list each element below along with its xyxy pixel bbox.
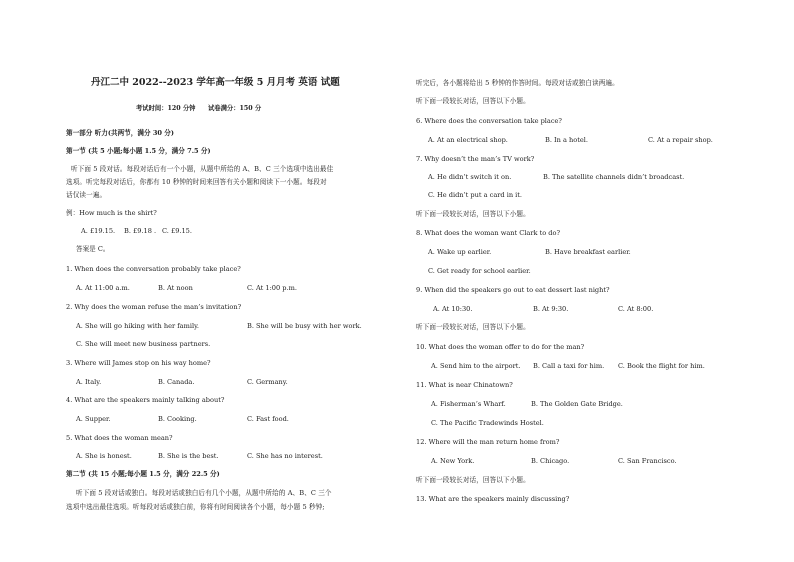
question-4: 4. What are the speakers mainly talking about? [66, 396, 225, 404]
listen-instruction-10-12: 听下面一段较长对话，回答以下小题。 [416, 323, 530, 331]
q9-option-a: A. At 10:30. [433, 305, 473, 313]
question-7: 7. Why doesn’t the man’s TV work? [416, 155, 535, 163]
q2-option-b: B. She will be busy with her work. [247, 322, 362, 330]
q3-option-b: B. Canada. [158, 378, 195, 386]
q1-option-a: A. At 11:00 a.m. [76, 284, 130, 292]
q6-option-b: B. In a hotel. [545, 136, 588, 144]
question-8: 8. What does the woman want Clark to do? [416, 229, 561, 237]
q5-option-b: B. She is the best. [158, 452, 219, 460]
question-13: 13. What are the speakers mainly discussing? [416, 495, 570, 503]
q11-option-a: A. Fisherman’s Wharf. [431, 400, 506, 408]
q10-option-c: C. Book the flight for him. [618, 362, 705, 370]
question-1: 1. When does the conversation probably take place? [66, 265, 241, 273]
question-10: 10. What does the woman offer to do for the man? [416, 343, 585, 351]
example-option-a: A. £19.15. [81, 227, 116, 235]
listen-instruction-13: 听下面一段较长对话，回答以下小题。 [416, 476, 530, 484]
q2-option-c: C. She will meet new business partners. [76, 340, 211, 348]
q12-option-a: A. New York. [431, 457, 475, 465]
exam-info: 考试时间：120 分钟 试卷满分：150 分 [136, 105, 262, 112]
q6-option-c: C. At a repair shop. [648, 136, 713, 144]
q4-option-b: B. Cooking. [158, 415, 197, 423]
q4-option-c: C. Fast food. [247, 415, 289, 423]
q12-option-b: B. Chicago. [531, 457, 570, 465]
section1-instruction-line3: 话仅读一遍。 [66, 191, 107, 199]
q9-option-b: B. At 9:30. [533, 305, 569, 313]
q4-option-a: A. Supper. [76, 415, 111, 423]
q6-option-a: A. At an electrical shop. [428, 136, 508, 144]
question-6: 6. Where does the conversation take place? [416, 117, 562, 125]
q10-option-b: B. Call a taxi for him. [533, 362, 605, 370]
question-5: 5. What does the woman mean? [66, 434, 173, 442]
example-option-b: B. £9.18 . [124, 227, 157, 235]
q11-option-b: B. The Golden Gate Bridge. [531, 400, 623, 408]
q5-option-c: C. She has no interest. [247, 452, 323, 460]
q1-option-b: B. At noon [158, 284, 193, 292]
q7-option-b: B. The satellite channels didn’t broadcast. [543, 173, 685, 181]
section1-instruction-line2: 选项。听完每段对话后，你都有 10 秒钟的时间来回答有关小题和阅读下一小题。每段对 [66, 178, 327, 186]
listen-instruction-8-9: 听下面一段较长对话，回答以下小题。 [416, 210, 530, 218]
section1-heading: 第一节 (共 5 小题;每小题 1.5 分，满分 7.5 分) [66, 147, 211, 155]
q3-option-a: A. Italy. [76, 378, 102, 386]
q3-option-c: C. Germany. [247, 378, 288, 386]
q9-option-c: C. At 8:00. [618, 305, 654, 313]
section1-instruction-line1: 听下面 5 段对话。每段对话后有一个小题，从题中所给的 A、B、C 三个选项中选出最佳 [71, 165, 334, 173]
question-2: 2. Why does the woman refuse the man’s invitation? [66, 303, 242, 311]
section2-instruction-line1: 听下面 5 段对话或独白。每段对话或独白后有几个小题，从题中所给的 A、B、C 三个 [76, 489, 332, 497]
q12-option-c: C. San Francisco. [618, 457, 677, 465]
section2-instruction-line3: 听完后，各小题将给出 5 秒钟的作答时间。每段对话或独白读两遍。 [416, 79, 619, 87]
q7-option-c: C. He didn’t put a card in it. [428, 191, 523, 199]
q8-option-a: A. Wake up earlier. [428, 248, 492, 256]
question-3: 3. Where will James stop on his way home? [66, 359, 211, 367]
listen-instruction-6-7: 听下面一段较长对话，回答以下小题。 [416, 97, 530, 105]
q8-option-b: B. Have breakfast earlier. [545, 248, 631, 256]
q5-option-a: A. She is honest. [76, 452, 132, 460]
example-option-c: C. £9.15. [162, 227, 192, 235]
question-9: 9. When did the speakers go out to eat dessert last night? [416, 286, 610, 294]
example-answer: 答案是 C。 [76, 245, 110, 253]
q2-option-a: A. She will go hiking with her family. [76, 322, 200, 330]
q1-option-c: C. At 1:00 p.m. [247, 284, 297, 292]
example-question: 例：How much is the shirt? [66, 209, 157, 217]
section2-heading: 第二节 (共 15 小题;每小题 1.5 分，满分 22.5 分) [66, 470, 220, 478]
q11-option-c: C. The Pacific Tradewinds Hostel. [431, 419, 544, 427]
q7-option-a: A. He didn’t switch it on. [428, 173, 512, 181]
part1-heading: 第一部分 听力(共两节，满分 30 分) [66, 129, 175, 137]
section2-instruction-line2: 选项中选出最佳选项。听每段对话或独白前，你将有时间阅读各个小题，每小题 5 秒钟; [66, 503, 325, 511]
question-11: 11. What is near Chinatown? [416, 381, 513, 389]
q8-option-c: C. Get ready for school earlier. [428, 267, 531, 275]
question-12: 12. Where will the man return home from? [416, 438, 560, 446]
exam-title: 丹江二中 2022--2023 学年高一年级 5 月月考 英语 试题 [91, 77, 340, 88]
q10-option-a: A. Send him to the airport. [431, 362, 521, 370]
